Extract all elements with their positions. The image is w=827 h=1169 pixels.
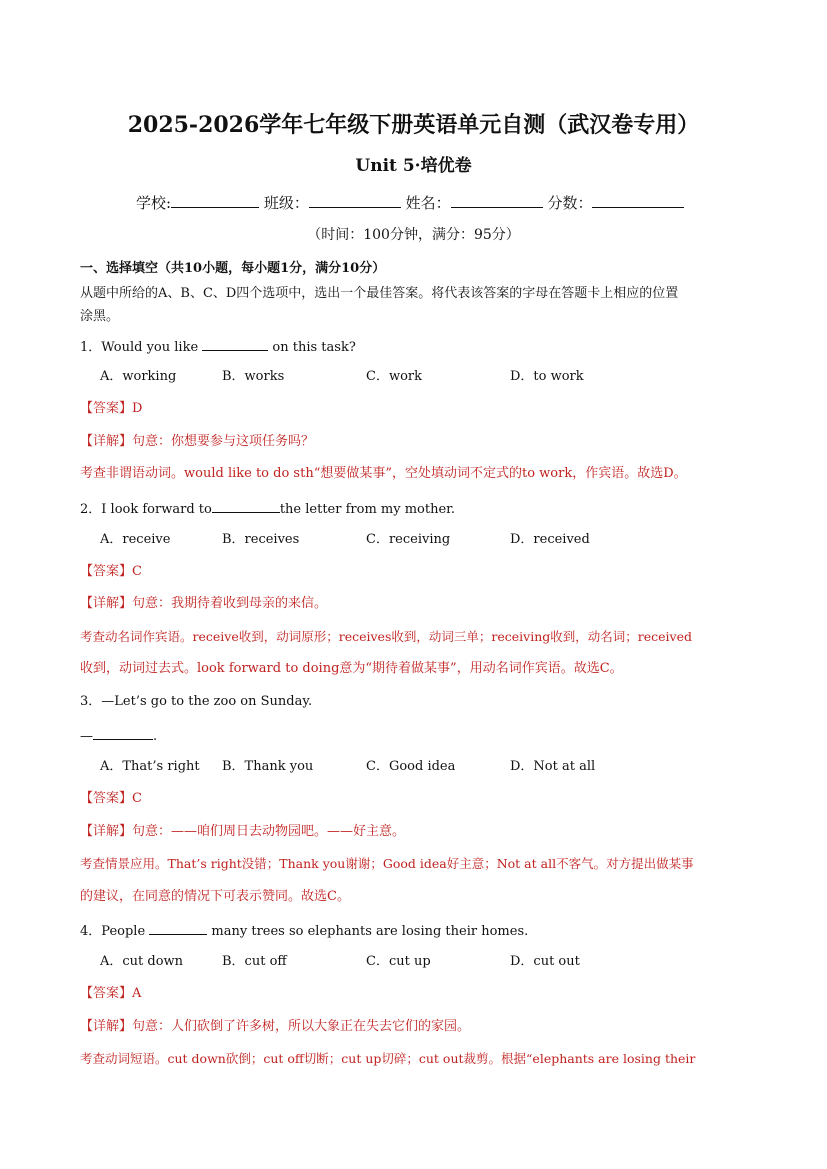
answer-value: C	[132, 564, 142, 579]
explain-line: 的建议，在同意的情况下可表示赞同。故选C。	[80, 889, 350, 904]
reply-period: .	[153, 729, 158, 744]
option-b[interactable]: B．receives	[222, 532, 300, 547]
answer-value: A	[132, 986, 142, 1001]
reply-dash: —	[80, 729, 93, 744]
option-c[interactable]: C．cut up	[366, 954, 431, 969]
reply-line	[80, 726, 157, 745]
answer-value: C	[132, 791, 142, 806]
class-blank[interactable]	[309, 194, 401, 208]
answer-label: 【答案】	[80, 564, 133, 579]
detail-line	[80, 434, 314, 450]
detail-line	[80, 596, 327, 612]
question-number: 3．	[80, 694, 102, 709]
stem-text: the letter from my mother.	[279, 502, 456, 517]
stem-text: I look forward to	[101, 502, 212, 517]
answer-label: 【答案】	[80, 401, 133, 416]
option-b[interactable]: B．Thank you	[222, 759, 314, 774]
name-blank[interactable]	[451, 194, 543, 208]
answer-blank[interactable]	[202, 337, 268, 351]
detail-line	[80, 824, 405, 840]
question-stem	[80, 921, 528, 940]
detail-label: 【详解】	[80, 434, 133, 449]
option-a[interactable]: A．cut down	[100, 954, 184, 969]
question-number: 4．	[80, 924, 102, 939]
option-b[interactable]: B．cut off	[222, 954, 287, 969]
answer-line	[80, 791, 142, 807]
answer-blank[interactable]	[93, 726, 153, 740]
detail-text: 句意：人们砍倒了许多树，所以大象正在失去它们的家园。	[132, 1019, 471, 1034]
answer-label: 【答案】	[80, 986, 133, 1001]
score-blank[interactable]	[592, 194, 684, 208]
section-heading: 一、选择填空（共10小题，每小题1分，满分10分）	[80, 261, 386, 276]
option-d[interactable]: D．cut out	[510, 954, 580, 969]
option-a[interactable]: A．That’s right	[100, 759, 200, 774]
question-number: 2．	[80, 502, 102, 517]
time-info: （时间：100分钟，满分：95分）	[307, 227, 520, 243]
instruction-line: 涂黑。	[80, 309, 120, 324]
detail-label: 【详解】	[80, 596, 133, 611]
answer-label: 【答案】	[80, 791, 133, 806]
school-label: 学校:	[136, 194, 172, 212]
option-c[interactable]: C．Good idea	[366, 759, 456, 774]
detail-text: 句意：你想要参与这项任务吗？	[132, 434, 315, 449]
info-fields-row	[136, 194, 684, 212]
answer-blank[interactable]	[212, 499, 280, 513]
question-stem	[80, 337, 356, 356]
question-stem	[80, 694, 312, 710]
explain-line: 考查非谓语动词。would like to do sth“想要做某事”，空处填动词不定式的to work，作宾语。故选D。	[80, 466, 687, 481]
answer-value: D	[132, 401, 143, 416]
detail-text: 句意：——咱们周日去动物园吧。——好主意。	[132, 824, 406, 839]
option-c[interactable]: C．receiving	[366, 532, 451, 547]
detail-line	[80, 1019, 470, 1035]
explain-line: 考查动名词作宾语。receive收到，动词原形；receives收到，动词三单；receiving收到，动名词；received	[80, 629, 692, 644]
detail-label: 【详解】	[80, 1019, 133, 1034]
stem-text: People	[101, 924, 146, 939]
option-a[interactable]: A．receive	[100, 532, 171, 547]
option-d[interactable]: D．received	[510, 532, 590, 547]
option-d[interactable]: D．Not at all	[510, 759, 596, 774]
stem-text: many trees so elephants are losing their homes.	[211, 924, 529, 939]
instruction-line: 从题中所给的A、B、C、D四个选项中，选出一个最佳答案。将代表该答案的字母在答题卡上相应的位置	[80, 286, 679, 301]
stem-text: on this task?	[272, 340, 356, 355]
explain-line: 考查情景应用。That’s right没错；Thank you谢谢；Good idea好主意；Not at all不客气。对方提出做某事	[80, 856, 694, 871]
page-title: 2025-2026学年七年级下册英语单元自测（武汉卷专用）	[127, 112, 700, 138]
explain-line: 收到，动词过去式。look forward to doing意为“期待着做某事”，用动名词作宾语。故选C。	[80, 661, 623, 676]
option-b[interactable]: B．works	[222, 369, 285, 384]
detail-text: 句意：我期待着收到母亲的来信。	[132, 596, 328, 611]
answer-line	[80, 401, 142, 417]
answer-line	[80, 564, 142, 580]
page-subtitle: Unit 5·培优卷	[355, 156, 472, 176]
answer-blank[interactable]	[149, 921, 207, 935]
stem-text: Would you like	[101, 340, 199, 355]
school-blank[interactable]	[171, 194, 259, 208]
class-label: 班级：	[263, 194, 309, 212]
option-c[interactable]: C．work	[366, 369, 422, 384]
question-stem	[80, 499, 455, 518]
option-d[interactable]: D．to work	[510, 369, 584, 384]
explain-line: 考查动词短语。cut down砍倒；cut off切断；cut up切碎；cut out裁剪。根据“elephants are losing their	[80, 1051, 696, 1066]
name-label: 姓名：	[405, 194, 451, 212]
score-label: 分数：	[547, 194, 593, 212]
detail-label: 【详解】	[80, 824, 133, 839]
option-a[interactable]: A．working	[100, 369, 177, 384]
answer-line	[80, 986, 141, 1002]
stem-text: —Let’s go to the zoo on Sunday.	[101, 694, 313, 709]
question-number: 1．	[80, 340, 102, 355]
